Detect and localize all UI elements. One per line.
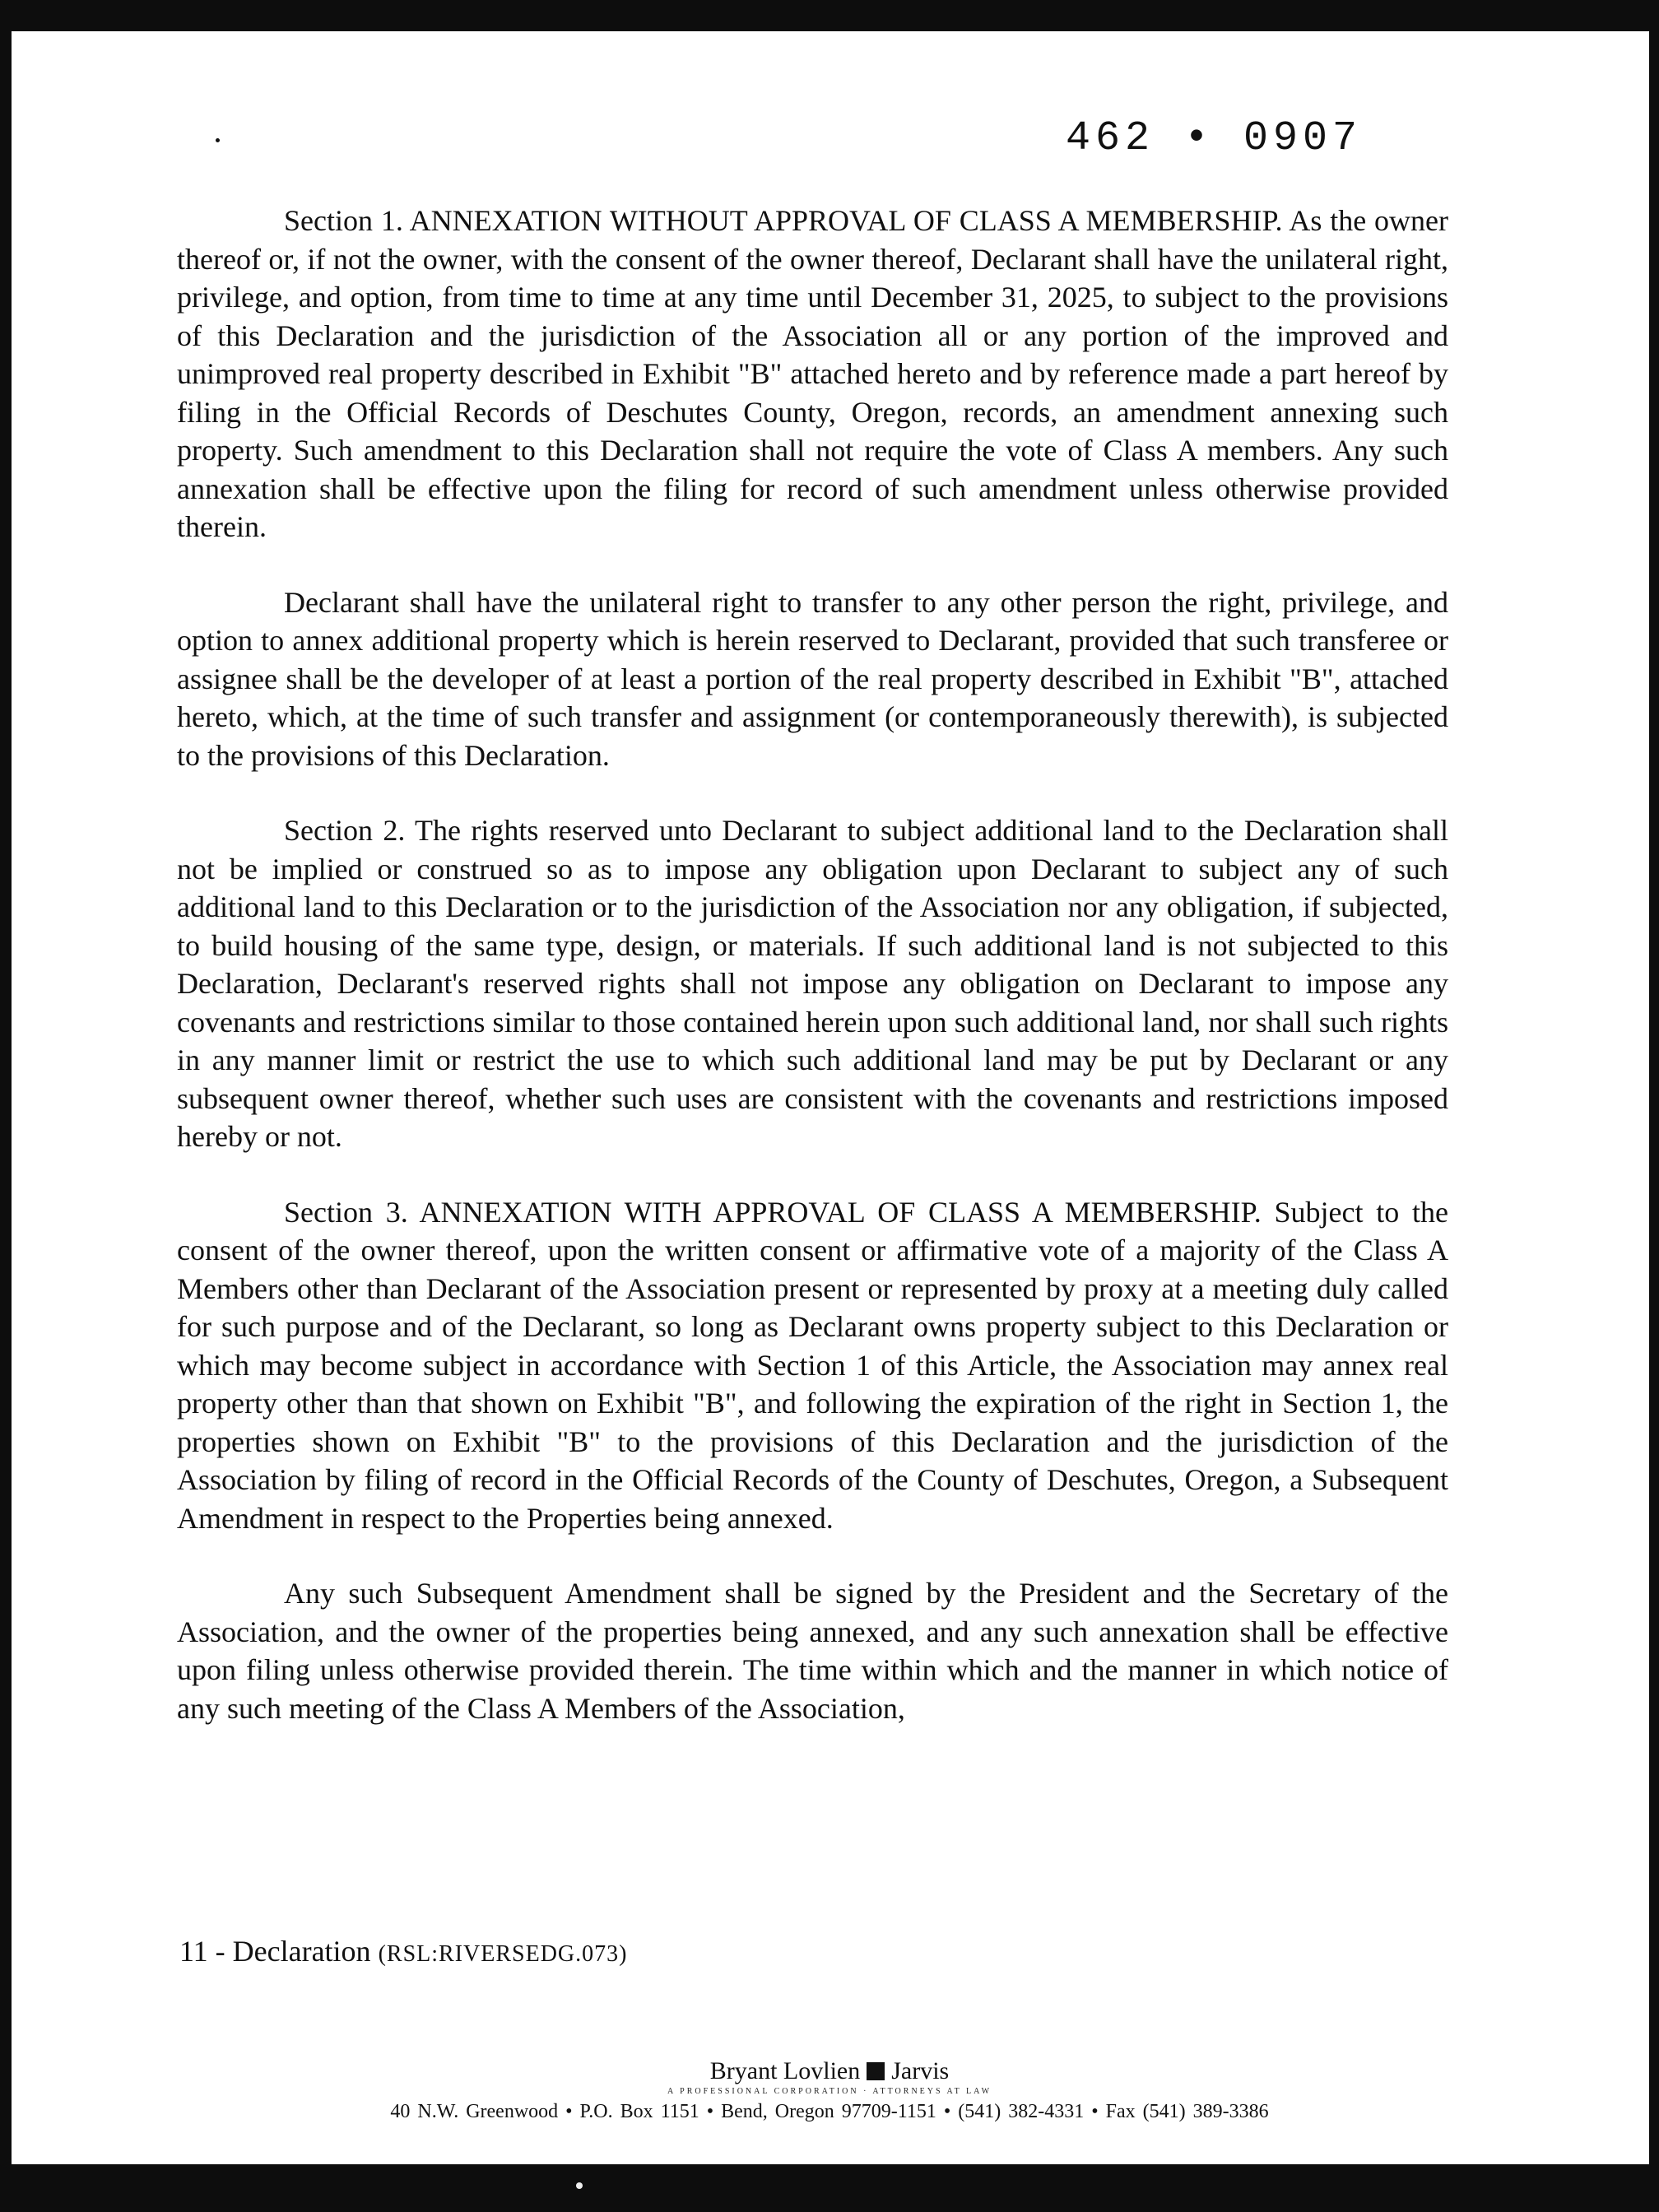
scan-border-bottom: [0, 2164, 1659, 2212]
paragraph-subsequent-amendment: Any such Subsequent Amendment shall be signed by the President and the Secretary of the Association, and the owner of the properties being annexed, and any such annexation shall be effective upon filing unless otherwise provided therein. The time within which and the manner in which notice of any such meeting of the Class A Members of the Association,: [177, 1577, 1448, 1725]
paragraph-section-1: Section 1. ANNEXATION WITHOUT APPROVAL OF CLASS A MEMBERSHIP. As the owner thereof or, if not the owner, with the consent of the owner thereof, Declarant shall have the unilateral right, privilege, and option, from time to time at any time until December 31, 2025, to subject to the provisions of this Declaration and the jurisdiction of the Association all or any portion of the improved and unimproved real property described in Exhibit "B" attached hereto and by reference made a part hereof by filing in the Official Records of Deschutes County, Oregon, records, an amendment annexing such property. Such amendment to this Declaration shall not require the vote of Class A members. Any such annexation shall be effective upon the filing for record of such amendment unless otherwise provided therein.: [177, 204, 1448, 543]
page-number: 462 • 0907: [1066, 115, 1363, 162]
paragraph-transfer-right: Declarant shall have the unilateral right to transfer to any other person the right, privilege, and option to annex additional property which is herein reserved to Declarant, provided that such transferee or assignee shall be the developer of at least a portion of the real property described in Exhibit "B", attached hereto, which, at the time of such transfer and assignment (or contemporaneously therewith), is subjected to the provisions of this Declaration.: [177, 585, 1448, 772]
scan-border-top: [0, 0, 1659, 31]
paragraph-section-2: Section 2. The rights reserved unto Declarant to subject additional land to the Declaration shall not be implied or construed so as to impose any obligation upon Declarant to subject any of such additional land to this Declaration or to the jurisdiction of the Association nor any obligation, if subjected, to build housing of the same type, design, or materials. If such additional land is not subjected to this Declaration, Declarant's reserved rights shall not impose any obligation on Declarant to impose any covenants and restrictions similar to those contained herein upon such additional land, nor shall such rights in any manner limit or restrict the use to which such additional land may be put by Declarant or any subsequent owner thereof, whether such uses are consistent with the covenants and restrictions imposed hereby or not.: [177, 814, 1448, 1153]
scan-border-left: [0, 0, 12, 2212]
scan-border-right: [1649, 0, 1659, 2212]
firm-name-right: Jarvis: [891, 2057, 950, 2084]
page-footer: [179, 1934, 627, 1968]
firm-letterhead: [0, 2057, 1659, 2123]
scan-speck: [576, 2182, 583, 2189]
square-logo-icon: [867, 2062, 885, 2080]
firm-name: [710, 2057, 949, 2085]
firm-subtitle: A PROFESSIONAL CORPORATION · ATTORNEYS AT LAW: [667, 2087, 992, 2096]
firm-address: 40 N.W. Greenwood • P.O. Box 1151 • Bend, Oregon 97709-1151 • (541) 382-4331 • Fax (541) 389-3386: [390, 2101, 1269, 2122]
document-body: [177, 202, 1448, 1764]
paragraph-section-3: Section 3. ANNEXATION WITH APPROVAL OF CLASS A MEMBERSHIP. Subject to the consent of the owner thereof, upon the written consent or affirmative vote of a majority of the Class A Members other than Declarant of the Association present or represented by proxy at a meeting duly called for such purpose and of the Declarant, so long as Declarant owns property subject to this Declaration or which may become subject in accordance with Section 1 of this Article, the Association may annex real property other than that shown on Exhibit "B", and following the expiration of the right in Section 1, the properties shown on Exhibit "B" to the provisions of this Declaration and the jurisdiction of the Association by filing of record in the Official Records of the County of Deschutes, Oregon, a Subsequent Amendment in respect to the Properties being annexed.: [177, 1195, 1448, 1535]
firm-name-left: Bryant Lovlien: [709, 2057, 861, 2084]
footer-doc-ref: (RSL:RIVERSEDG.073): [378, 1941, 628, 1967]
footer-page-label: 11 - Declaration: [179, 1935, 371, 1968]
scan-speck: [216, 138, 220, 142]
